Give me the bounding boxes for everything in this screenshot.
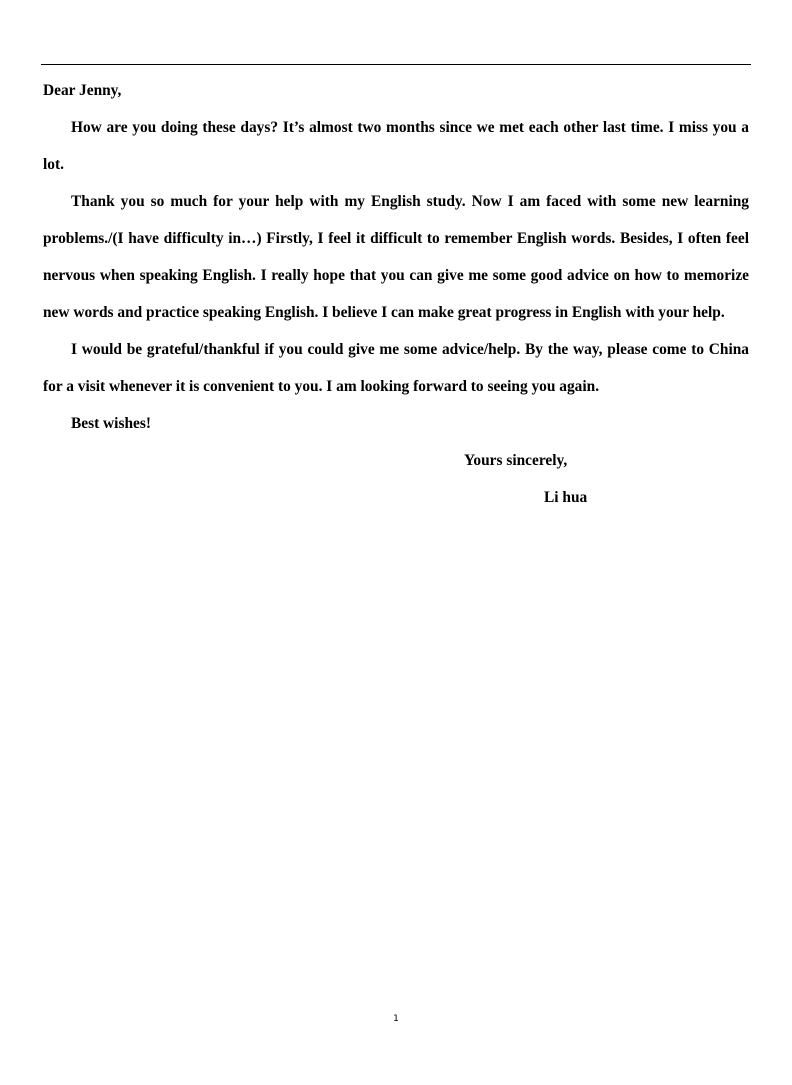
page-number: 1 <box>393 1014 399 1024</box>
letter-signature: Li hua <box>544 489 588 506</box>
letter-salutation: Dear Jenny, <box>43 82 122 99</box>
letter-paragraph-request: Thank you so much for your help with my English study. Now I am faced with some new learning problems./(I have difficulty in…) Firstly, I feel it difficult to remember English words. Besides, I often feel nervous when speaking English. I really hope that you can give me some good advice on how to memorize new words and practice speaking English. I believe I can make great progress in English with your help. <box>43 193 749 321</box>
letter-closing-wish: Best wishes! <box>71 415 151 432</box>
letter-paragraph-closing: I would be grateful/thankful if you could give me some advice/help. By the way, please come to China for a visit whenever it is convenient to you. I am looking forward to seeing you again. <box>43 341 749 395</box>
letter-paragraph-greeting: How are you doing these days? It’s almost two months since we met each other last time. I miss you a lot. <box>43 119 749 173</box>
letter-signoff: Yours sincerely, <box>464 452 568 469</box>
letter-body <box>43 72 749 516</box>
header-rule <box>41 64 751 65</box>
